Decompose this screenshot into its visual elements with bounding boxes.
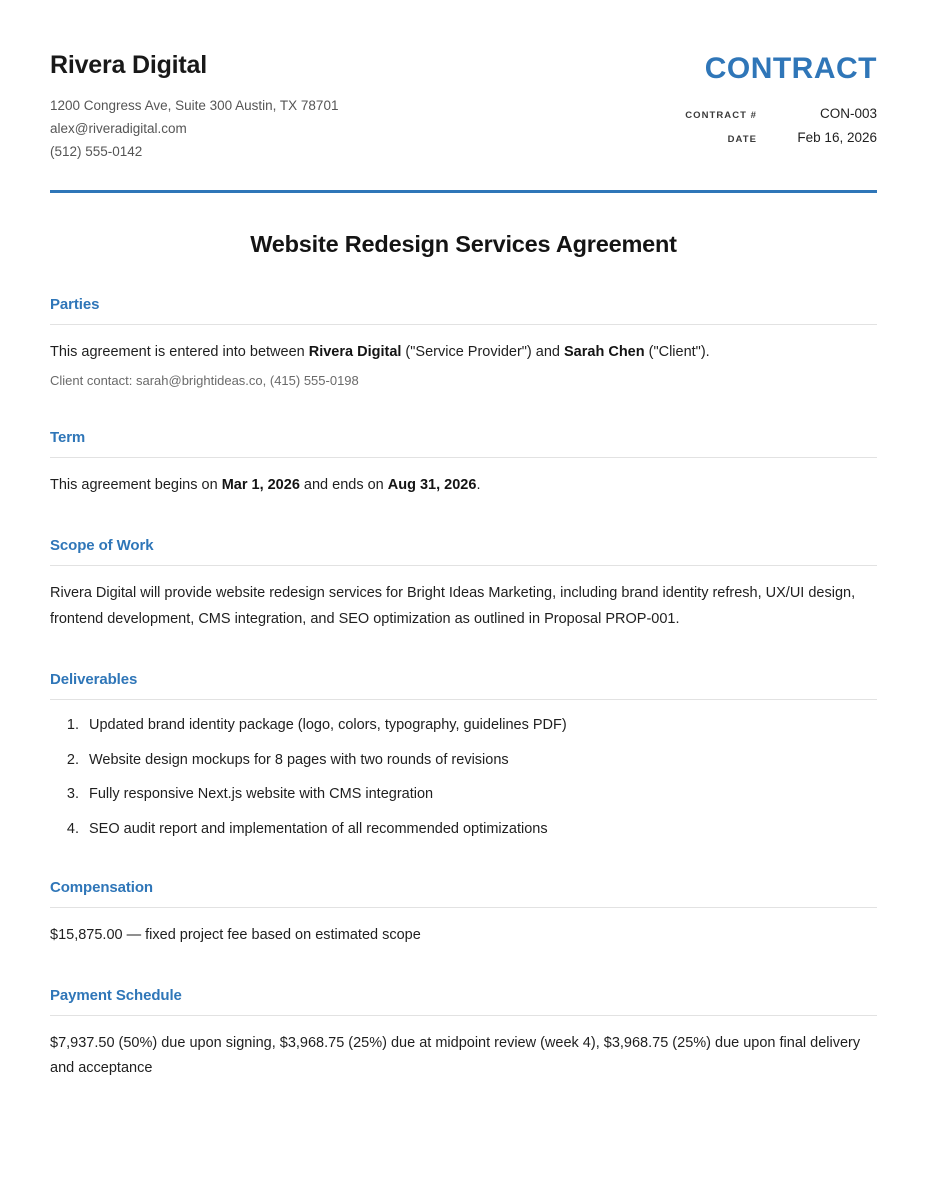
section-divider bbox=[50, 457, 877, 458]
list-item: 1. Updated brand identity package (logo, colors, typography, guidelines PDF) bbox=[83, 715, 877, 737]
section-compensation bbox=[50, 879, 877, 949]
section-divider bbox=[50, 1015, 877, 1016]
section-heading-deliverables: Deliverables bbox=[50, 670, 138, 688]
term-end-date: Aug 31, 2026 bbox=[387, 477, 477, 494]
section-deliverables bbox=[50, 671, 877, 841]
section-divider bbox=[50, 907, 877, 908]
client-contact-line: Client contact: sarah@brightideas.co, (415) 555-0198 bbox=[50, 372, 359, 388]
section-heading-parties: Parties bbox=[50, 296, 100, 314]
issuer-email: alex@riveradigital.com bbox=[50, 120, 187, 136]
client-role: ("Client"). bbox=[644, 344, 710, 361]
meta-row-date bbox=[622, 130, 877, 145]
section-divider bbox=[50, 565, 877, 566]
client-name: Sarah Chen bbox=[564, 344, 645, 361]
list-item: 4. SEO audit report and implementation of all recommended optimizations bbox=[83, 819, 877, 841]
header-divider bbox=[50, 190, 877, 193]
section-body-compensation bbox=[50, 923, 877, 949]
parties-lead: This agreement is entered into between bbox=[50, 344, 309, 361]
document-title: Website Redesign Services Agreement bbox=[250, 231, 677, 258]
section-scope-of-work bbox=[50, 537, 877, 633]
payment-schedule-text: $7,937.50 (50%) due upon signing, $3,968.75 (25%) due at midpoint review (week 4), $3,968.75 (25%) due upon final delivery and acceptance bbox=[50, 1034, 861, 1077]
meta-row-contract-number bbox=[622, 106, 877, 121]
document-type-label: CONTRACT bbox=[704, 52, 877, 85]
section-body-scope-of-work bbox=[50, 581, 877, 633]
list-item: 3. Fully responsive Next.js website with CMS integration bbox=[83, 784, 877, 806]
document-header bbox=[50, 0, 877, 163]
section-heading-term: Term bbox=[50, 429, 86, 447]
term-tail: . bbox=[476, 477, 481, 494]
term-middle: and ends on bbox=[299, 477, 388, 494]
section-body-deliverables bbox=[50, 715, 877, 841]
deliverables-list bbox=[50, 715, 877, 841]
term-lead: This agreement begins on bbox=[50, 477, 222, 494]
scope-text: Rivera Digital will provide website redesign services for Bright Ideas Marketing, including brand identity refresh, UX/UI design, frontend development, CMS integration, and SEO optimization as outlined in Proposal PROP-001. bbox=[50, 585, 856, 627]
section-heading-compensation: Compensation bbox=[50, 878, 153, 896]
section-divider bbox=[50, 699, 877, 700]
section-heading-payment-schedule: Payment Schedule bbox=[50, 986, 182, 1004]
section-divider bbox=[50, 324, 877, 325]
section-payment-schedule bbox=[50, 987, 877, 1083]
date-value: Feb 16, 2026 bbox=[797, 130, 877, 145]
term-statement bbox=[50, 473, 877, 499]
list-item: 2. Website design mockups for 8 pages with two rounds of revisions bbox=[83, 750, 877, 772]
provider-role: ("Service Provider") and bbox=[401, 344, 565, 361]
compensation-text: $15,875.00 — fixed project fee based on estimated scope bbox=[50, 926, 421, 943]
date-label: DATE bbox=[727, 134, 757, 145]
issuer-name: Rivera Digital bbox=[50, 51, 207, 79]
issuer-block bbox=[50, 52, 338, 163]
section-body-parties bbox=[50, 340, 877, 391]
section-heading-scope-of-work: Scope of Work bbox=[50, 537, 154, 555]
provider-name: Rivera Digital bbox=[308, 344, 402, 361]
term-start-date: Mar 1, 2026 bbox=[221, 477, 300, 494]
section-body-term bbox=[50, 473, 877, 499]
section-parties bbox=[50, 296, 877, 391]
contract-number-label: CONTRACT # bbox=[685, 110, 757, 121]
document-meta-block bbox=[622, 52, 877, 154]
section-body-payment-schedule bbox=[50, 1031, 877, 1083]
contract-number-value: CON-003 bbox=[819, 106, 877, 121]
section-term bbox=[50, 429, 877, 499]
issuer-phone: (512) 555-0142 bbox=[50, 143, 143, 159]
issuer-address: 1200 Congress Ave, Suite 300 Austin, TX 78701 bbox=[50, 97, 339, 113]
parties-statement bbox=[50, 340, 877, 366]
